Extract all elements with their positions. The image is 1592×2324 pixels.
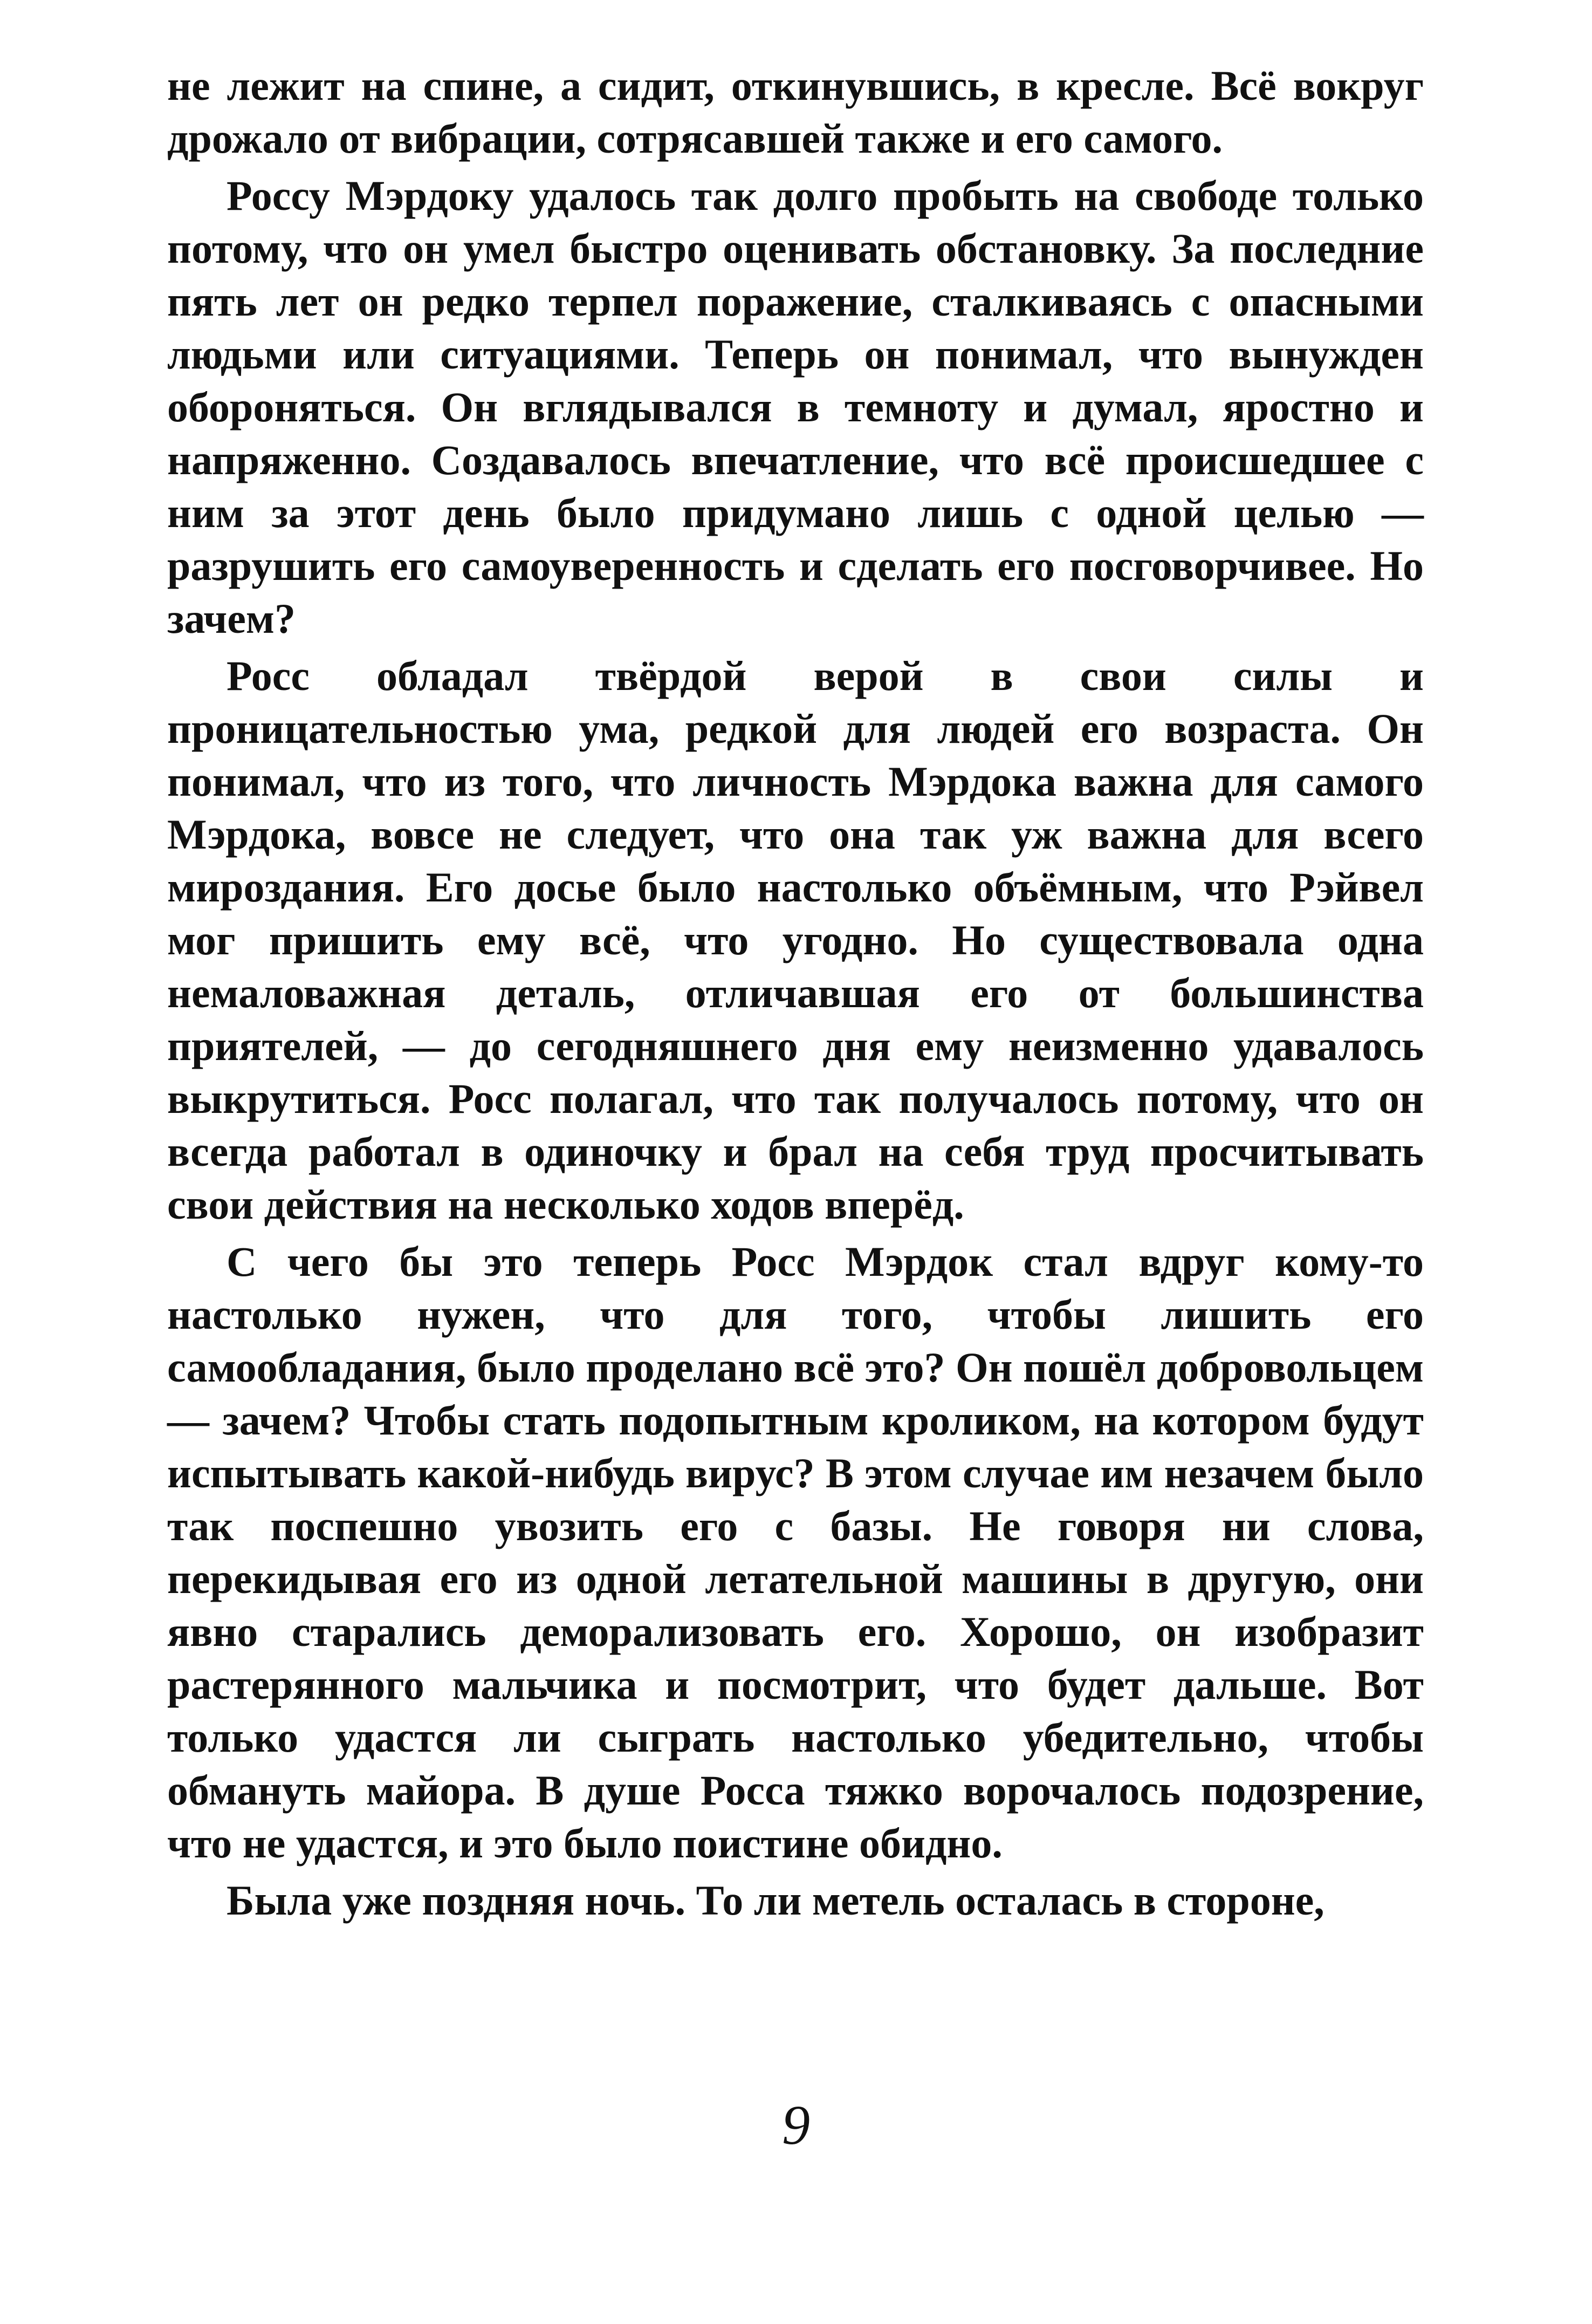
paragraph: Россу Мэрдоку удалось так долго пробыть на свободе только потому, что он умел быстро оценивать обстановку. За последние пять лет он редко терпел поражение, сталкиваясь с опасными людьми или ситуациями. Теперь он понимал, что вынужден обороняться. Он вглядывался в темноту и думал, яростно и напряженно. Создавалось впечатление, что всё происшедшее с ним за этот день было придумано лишь с одной целью — разрушить его самоуверенность и сделать его посговорчивее. Но зачем? (167, 172, 1424, 642)
paragraph-continued: не лежит на спине, а сидит, откинувшись, в кресле. Всё вокруг дрожало от вибрации, сотрясавшей также и его самого. (167, 62, 1424, 162)
paragraph: Была уже поздняя ночь. То ли метель осталась в стороне, (227, 1877, 1325, 1924)
body-text (167, 59, 1424, 1931)
paragraph: С чего бы это теперь Росс Мэрдок стал вдруг кому-то настолько нужен, что для того, чтобы лишить его самообладания, было проделано всё это? Он пошёл добровольцем — зачем? Чтобы стать подопытным кроликом, на котором будут испытывать какой-нибудь вирус? В этом случае им незачем было так поспешно увозить его с базы. Не говоря ни слова, перекидывая его из одной летательной машины в другую, они явно старались деморализовать его. Хорошо, он изобразит растерянного мальчика и посмотрит, что будет дальше. Вот только удастся ли сыграть настолько убедительно, чтобы обмануть майора. В душе Росса тяжко ворочалось подозрение, что не удастся, и это было поистине обидно. (167, 1238, 1424, 1867)
paragraph: Росс обладал твёрдой верой в свои силы и проницательностью ума, редкой для людей его возраста. Он понимал, что из того, что личность Мэрдока важна для самого Мэрдока, вовсе не следует, что она так уж важна для всего мироздания. Его досье было настолько объёмным, что Рэйвел мог пришить ему всё, что угодно. Но существовала одна немаловажная деталь, отличавшая его от большинства приятелей, — до сегодняшнего дня ему неизменно удавалось выкрутиться. Росс полагал, что так получалось потому, что он всегда работал в одиночку и брал на себя труд просчитывать свои действия на несколько ходов вперёд. (167, 652, 1424, 1228)
page-number: 9 (782, 2094, 810, 2156)
